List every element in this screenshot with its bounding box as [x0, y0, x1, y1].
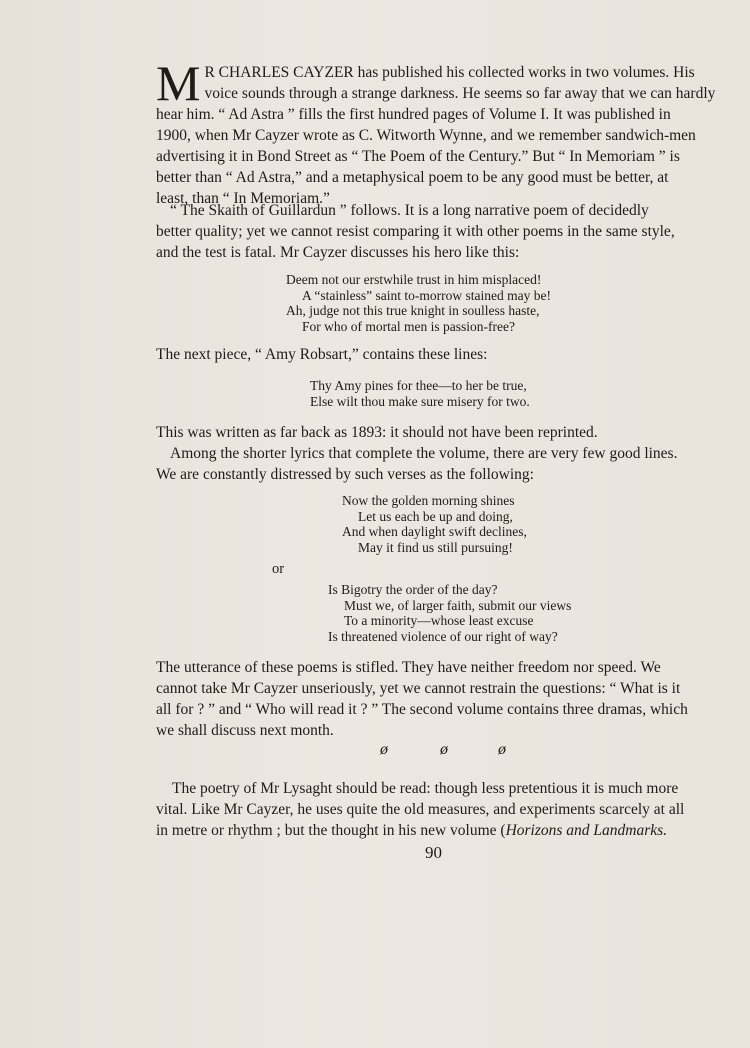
- paragraph-amy-robsart: [156, 344, 712, 365]
- verse-line: Deem not our erstwhile trust in him misplaced!: [286, 272, 542, 287]
- text-line: We are constantly distressed by such verses as the following:: [156, 466, 534, 483]
- verse-line: To a minority—whose least excuse: [344, 613, 534, 628]
- text-line: better than “ Ad Astra,” and a metaphysical poem to be any good must be better, at: [156, 169, 669, 186]
- text-line: advertising it in Bond Street as “ The Poem of the Century.” But “ In Memoriam ” is: [156, 148, 680, 165]
- verse-morning: [342, 493, 527, 555]
- leaf-ornament: ø: [498, 741, 506, 758]
- paragraph-cayzer-intro: [156, 55, 716, 209]
- text-line: [156, 820, 712, 841]
- verse-line: Let us each be up and doing,: [358, 508, 513, 524]
- paragraph-skaith: [156, 200, 712, 263]
- text-line: and the test is fatal. Mr Cayzer discusses his hero like this:: [156, 244, 520, 261]
- verse-guillardun: [286, 272, 551, 334]
- text-line: 1900, when Mr Cayzer wrote as C. Witworth Wynne, and we remember sandwich-men: [156, 127, 696, 144]
- text-line: R CHARLES CAYZER has published his collected works in two volumes. His: [204, 64, 695, 81]
- verse-line: A “stainless” saint to-morrow stained may be!: [302, 287, 551, 303]
- text-line: least, than “ In Memoriam.”: [156, 190, 330, 207]
- verse-line: For who of mortal men is passion-free?: [302, 318, 515, 334]
- text-line: vital. Like Mr Cayzer, he uses quite the old measures, and experiments scarcely at all: [156, 801, 685, 818]
- paragraph-lysaght: [156, 778, 712, 841]
- text-line: The utterance of these poems is stifled. They have neither freedom nor speed. We: [156, 659, 661, 676]
- text-line: Among the shorter lyrics that complete the volume, there are very few good lines.: [170, 445, 678, 462]
- verse-bigotry: [328, 582, 571, 644]
- verse-line: May it find us still pursuing!: [358, 539, 513, 555]
- text-line: better quality; yet we cannot resist comparing it with other poems in the same style,: [156, 223, 675, 240]
- text-line: all for ? ” and “ Who will read it ? ” The second volume contains three dramas, which: [156, 701, 688, 718]
- drop-cap: M: [156, 55, 201, 111]
- text-line: The poetry of Mr Lysaght should be read: though less pretentious it is much more: [172, 780, 679, 797]
- book-title: Horizons and Landmarks.: [505, 822, 668, 839]
- verse-line: Now the golden morning shines: [342, 493, 515, 508]
- verse-line: Else wilt thou make sure misery for two.: [310, 393, 530, 409]
- text-line: “ The Skaith of Guillardun ” follows. It is a long narrative poem of decidedly: [170, 202, 649, 219]
- verse-line: Is Bigotry the order of the day?: [328, 582, 498, 597]
- paragraph-utterance: [156, 657, 712, 741]
- leaf-ornament: ø: [380, 741, 388, 758]
- verse-line: Ah, judge not this true knight in soulless haste,: [286, 303, 540, 318]
- text-segment: in metre or rhythm ; but the thought in his new volume (: [156, 822, 506, 839]
- verse-amy-robsart: [310, 378, 530, 409]
- leaf-ornament: ø: [440, 741, 448, 758]
- text-line: voice sounds through a strange darkness. He seems so far away that we can hardly: [204, 85, 716, 102]
- page-number: 90: [425, 843, 442, 862]
- text-line: we shall discuss next month.: [156, 722, 334, 739]
- verse-line: Must we, of larger faith, submit our views: [344, 597, 572, 613]
- or-connector: or: [272, 561, 285, 577]
- verse-line: Thy Amy pines for thee—to her be true,: [310, 378, 527, 393]
- text-line: The next piece, “ Amy Robsart,” contains these lines:: [156, 346, 488, 363]
- verse-line: Is threatened violence of our right of way?: [328, 628, 558, 644]
- verse-line: And when daylight swift declines,: [342, 524, 527, 539]
- paragraph-shorter-lyrics: [156, 422, 712, 485]
- text-line: cannot take Mr Cayzer unseriously, yet we cannot restrain the questions: “ What is it: [156, 680, 681, 697]
- text-line: This was written as far back as 1893: it should not have been reprinted.: [156, 424, 598, 441]
- text-line: hear him. “ Ad Astra ” fills the first hundred pages of Volume I. It was published in: [156, 106, 671, 123]
